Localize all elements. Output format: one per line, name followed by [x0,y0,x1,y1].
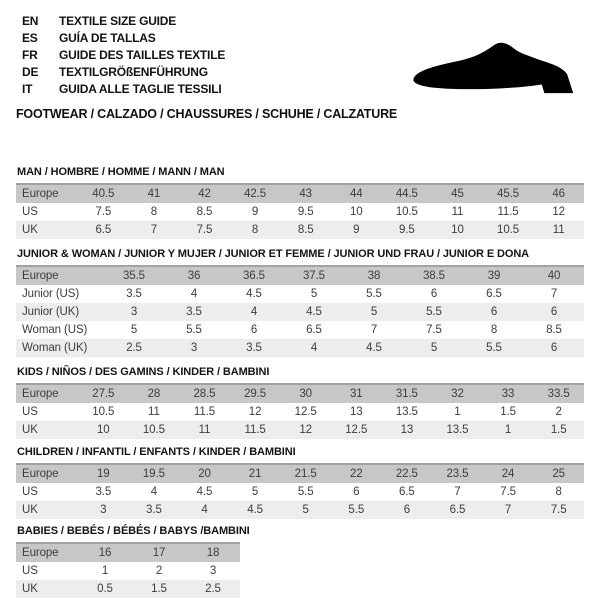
size-value: 7 [129,221,180,239]
size-value: 35.5 [104,266,164,285]
size-value: 13 [331,403,382,421]
size-value: 12.5 [280,403,331,421]
size-row-label: UK [16,421,78,439]
size-value: 19.5 [129,464,180,483]
size-table-title: BABIES / BEBÉS / BÉBÉS / BABYS /BAMBINI [17,525,250,537]
size-row [16,321,584,339]
size-value: 36.5 [224,266,284,285]
size-value: 1.5 [533,421,584,439]
size-table-group [16,366,584,439]
size-value: 10 [432,221,483,239]
size-table [16,463,584,519]
size-table [16,265,584,357]
size-value: 9.5 [382,221,433,239]
language-label: TEXTILE SIZE GUIDE [59,14,177,28]
size-row-label: Europe [16,266,104,285]
size-value: 6.5 [284,321,344,339]
language-row [22,64,225,81]
size-table-title: JUNIOR & WOMAN / JUNIOR Y MUJER / JUNIOR ET FEMME / JUNIOR UND FRAU / JUNIOR E DONA [17,248,530,260]
size-row [16,483,584,501]
size-value: 8 [230,221,281,239]
size-value: 12.5 [331,421,382,439]
size-row [16,421,584,439]
size-table [16,383,584,439]
size-value: 5 [344,303,404,321]
size-value: 21.5 [280,464,331,483]
size-row [16,464,584,483]
size-value: 11.5 [179,403,230,421]
size-value: 3 [104,303,164,321]
size-value: 9.5 [280,203,331,221]
size-table-group [16,525,584,598]
size-value: 38 [344,266,404,285]
language-row [22,47,225,64]
size-value: 6.5 [464,285,524,303]
size-value: 4.5 [224,285,284,303]
language-row [22,30,225,47]
size-row-label: US [16,403,78,421]
size-value: 5 [404,339,464,357]
size-row [16,543,240,562]
language-label: GUIDE DES TAILLES TEXTILE [59,48,226,62]
size-table-group [16,446,584,519]
size-table-title: KIDS / NIÑOS / DES GAMINS / KINDER / BAMBINI [17,366,270,378]
size-row-label: US [16,483,78,501]
size-value: 1.5 [132,580,186,598]
size-value: 23.5 [432,464,483,483]
size-value: 5.5 [404,303,464,321]
size-value: 12 [280,421,331,439]
size-row-label: Woman (US) [16,321,104,339]
language-code: IT [22,82,33,96]
size-value: 44.5 [382,184,433,203]
language-code: DE [22,65,39,79]
size-value: 6.5 [78,221,129,239]
size-value: 7.5 [179,221,230,239]
size-value: 13 [382,421,433,439]
size-value: 30 [280,384,331,403]
language-label: GUIDA ALLE TAGLIE TESSILI [59,82,222,96]
size-value: 28.5 [179,384,230,403]
size-value: 8.5 [179,203,230,221]
size-row-label: Europe [16,384,78,403]
size-value: 3.5 [164,303,224,321]
size-value: 31 [331,384,382,403]
size-row-label: Europe [16,464,78,483]
size-value: 42 [179,184,230,203]
size-row-label: Woman (UK) [16,339,104,357]
size-row [16,266,584,285]
size-value: 19 [78,464,129,483]
size-value: 4 [164,285,224,303]
size-row [16,580,240,598]
size-value: 11.5 [483,203,534,221]
size-value: 11 [129,403,180,421]
size-value: 2 [132,562,186,580]
size-value: 1.5 [483,403,534,421]
size-value: 4 [179,501,230,519]
size-value: 5 [284,285,344,303]
size-value: 1 [78,562,132,580]
size-value: 29.5 [230,384,281,403]
size-value: 43 [280,184,331,203]
size-table-title: MAN / HOMBRE / HOMME / MANN / MAN [17,166,225,178]
size-value: 5.5 [464,339,524,357]
size-row [16,285,584,303]
size-value: 4.5 [179,483,230,501]
size-value: 4.5 [344,339,404,357]
dress-shoe-icon [396,26,588,108]
size-row [16,403,584,421]
size-value: 38.5 [404,266,464,285]
size-value: 44 [331,184,382,203]
size-value: 24 [483,464,534,483]
size-value: 7.5 [483,483,534,501]
size-value: 3 [78,501,129,519]
size-value: 45.5 [483,184,534,203]
language-label: GUÍA DE TALLAS [59,31,156,45]
size-value: 9 [331,221,382,239]
size-value: 7 [432,483,483,501]
size-value: 13.5 [382,403,433,421]
size-row [16,303,584,321]
size-value: 12 [533,203,584,221]
size-value: 6 [464,303,524,321]
size-value: 7.5 [533,501,584,519]
size-value: 22 [331,464,382,483]
language-row [22,81,225,98]
size-row [16,501,584,519]
size-value: 6 [404,285,464,303]
size-value: 5.5 [280,483,331,501]
size-value: 10 [331,203,382,221]
size-value: 0.5 [78,580,132,598]
size-value: 3.5 [224,339,284,357]
size-value: 18 [186,543,240,562]
size-value: 9 [230,203,281,221]
size-row-label: US [16,203,78,221]
size-row-label: UK [16,501,78,519]
size-value: 11 [432,203,483,221]
size-value: 6 [331,483,382,501]
size-value: 41 [129,184,180,203]
size-value: 2.5 [186,580,240,598]
size-value: 3.5 [78,483,129,501]
size-value: 11 [533,221,584,239]
size-value: 7 [344,321,404,339]
category-heading: FOOTWEAR / CALZADO / CHAUSSURES / SCHUHE / CALZATURE [16,107,398,121]
size-value: 10.5 [483,221,534,239]
size-value: 8 [464,321,524,339]
language-code: EN [22,14,39,28]
size-value: 22.5 [382,464,433,483]
size-row [16,339,584,357]
size-table [16,542,240,598]
size-value: 25 [533,464,584,483]
size-value: 7.5 [78,203,129,221]
size-value: 21 [230,464,281,483]
size-value: 13.5 [432,421,483,439]
size-row-label: Junior (UK) [16,303,104,321]
size-value: 8.5 [524,321,584,339]
size-value: 37.5 [284,266,344,285]
size-value: 6.5 [432,501,483,519]
size-value: 17 [132,543,186,562]
size-value: 2.5 [104,339,164,357]
size-value: 8.5 [280,221,331,239]
size-value: 39 [464,266,524,285]
size-table-title: CHILDREN / INFANTIL / ENFANTS / KINDER / BAMBINI [17,446,296,458]
size-value: 27.5 [78,384,129,403]
size-row [16,203,584,221]
size-value: 28 [129,384,180,403]
size-value: 42.5 [230,184,281,203]
size-value: 6.5 [382,483,433,501]
language-code: ES [22,31,38,45]
size-value: 6 [224,321,284,339]
size-row [16,184,584,203]
size-value: 40.5 [78,184,129,203]
size-row-label: UK [16,580,78,598]
size-value: 5.5 [164,321,224,339]
size-value: 10.5 [129,421,180,439]
size-value: 11 [179,421,230,439]
size-value: 5 [280,501,331,519]
size-row-label: US [16,562,78,580]
size-value: 33.5 [533,384,584,403]
size-value: 33 [483,384,534,403]
size-value: 4.5 [284,303,344,321]
size-value: 7.5 [404,321,464,339]
size-value: 10.5 [78,403,129,421]
size-row [16,221,584,239]
size-row [16,384,584,403]
size-value: 3 [186,562,240,580]
size-value: 16 [78,543,132,562]
size-value: 6 [524,339,584,357]
language-list [22,13,225,98]
language-row [22,13,225,30]
size-value: 11.5 [230,421,281,439]
size-value: 10.5 [382,203,433,221]
size-value: 46 [533,184,584,203]
size-value: 4 [129,483,180,501]
size-value: 7 [483,501,534,519]
size-value: 3 [164,339,224,357]
size-table-group [16,248,584,357]
size-row-label: Europe [16,184,78,203]
size-value: 3.5 [104,285,164,303]
size-value: 5.5 [331,501,382,519]
size-value: 5 [230,483,281,501]
size-row-label: UK [16,221,78,239]
size-value: 1 [483,421,534,439]
language-label: TEXTILGRÖßENFÜHRUNG [59,65,208,79]
size-value: 3.5 [129,501,180,519]
language-code: FR [22,48,38,62]
size-value: 6 [524,303,584,321]
size-value: 12 [230,403,281,421]
size-value: 4 [224,303,284,321]
size-value: 6 [382,501,433,519]
size-value: 36 [164,266,224,285]
size-value: 10 [78,421,129,439]
size-value: 1 [432,403,483,421]
size-table [16,183,584,239]
size-value: 8 [129,203,180,221]
size-value: 8 [533,483,584,501]
size-row-label: Junior (US) [16,285,104,303]
size-table-group [16,166,584,239]
size-value: 32 [432,384,483,403]
size-row [16,562,240,580]
size-row-label: Europe [16,543,78,562]
size-value: 4 [284,339,344,357]
size-value: 2 [533,403,584,421]
size-value: 20 [179,464,230,483]
size-value: 40 [524,266,584,285]
size-value: 5 [104,321,164,339]
size-value: 31.5 [382,384,433,403]
size-value: 5.5 [344,285,404,303]
size-value: 7 [524,285,584,303]
size-value: 45 [432,184,483,203]
size-value: 4.5 [230,501,281,519]
